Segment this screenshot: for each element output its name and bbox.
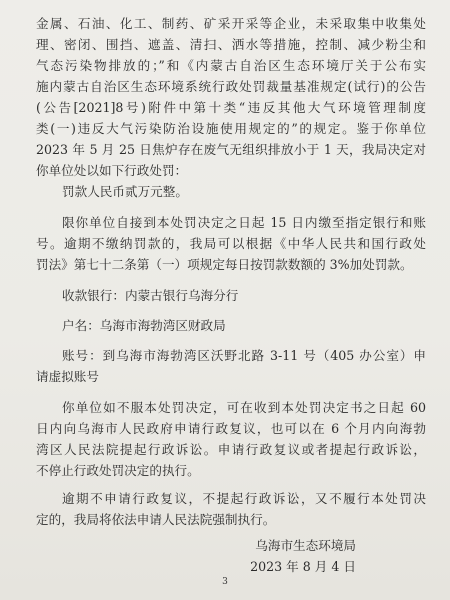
- text-line: 限你单位自接到本处罚决定之日起 15 日内缴至指定银行和账: [62, 215, 426, 230]
- text-line: 施内蒙古自治区生态环境系统行政处罚裁量基准规定(试行)的公告: [36, 79, 426, 94]
- text-line: (公告[2021]8号)附件中第十类“违反其他大气环境管理制度: [36, 100, 426, 115]
- text-line: 2023 年 5 月 25 日焦炉存在废气无组织排放小于 1 天，我局决定对: [36, 142, 426, 157]
- text-line: 气态污染物排放的；”和《内蒙古自治区生态环境厅关于公布实: [36, 58, 426, 73]
- text-line: 理、密闭、围挡、遮盖、清扫、洒水等措施，控制、减少粉尘和: [36, 37, 426, 52]
- text-line: 你单位如不服本处罚决定，可在收到本处罚决定书之日起 60: [62, 400, 426, 415]
- page-number: 3: [222, 577, 228, 587]
- text-line: 逾期不申请行政复议，不提起行政诉讼，又不履行本处罚决: [62, 491, 426, 506]
- text-line: 日内向乌海市人民政府申请行政复议，也可以在 6 个月内向海勃: [36, 421, 426, 436]
- bank-name: 收款银行：内蒙古银行乌海分行: [62, 288, 239, 303]
- issue-date: 2023 年 8 月 4 日: [250, 559, 356, 574]
- text-line: 湾区人民法院提起行政诉讼。申请行政复议或者提起行政诉讼，: [36, 442, 426, 457]
- penalty-amount: 罚款人民币贰万元整。: [62, 184, 188, 199]
- text-line: 类(一)违反大气污染防治设施使用规定的”的规定。鉴于你单位: [36, 121, 426, 136]
- text-line: 请虚拟账号: [36, 369, 99, 384]
- text-line: 不停止行政处罚决定的执行。: [36, 463, 200, 478]
- issuer-name: 乌海市生态环境局: [255, 538, 356, 553]
- text-line: 号。逾期不缴纳罚款的，我局可以根据《中华人民共和国行政处: [36, 236, 426, 251]
- text-line: 定的，我局将依法申请人民法院强制执行。: [36, 512, 276, 527]
- text-line: 金属、石油、化工、制药、矿采开采等企业，未采取集中收集处: [36, 16, 426, 31]
- account-name: 户名：乌海市海勃湾区财政局: [62, 318, 226, 333]
- account-number: 账号：到乌海市海勃湾区沃野北路 3-11 号（405 办公室）申: [62, 348, 426, 363]
- text-line: 罚法》第七十二条第（一）项规定每日按罚款数额的 3%加处罚款。: [36, 257, 413, 272]
- text-line: 你单位处以如下行政处罚：: [36, 163, 188, 178]
